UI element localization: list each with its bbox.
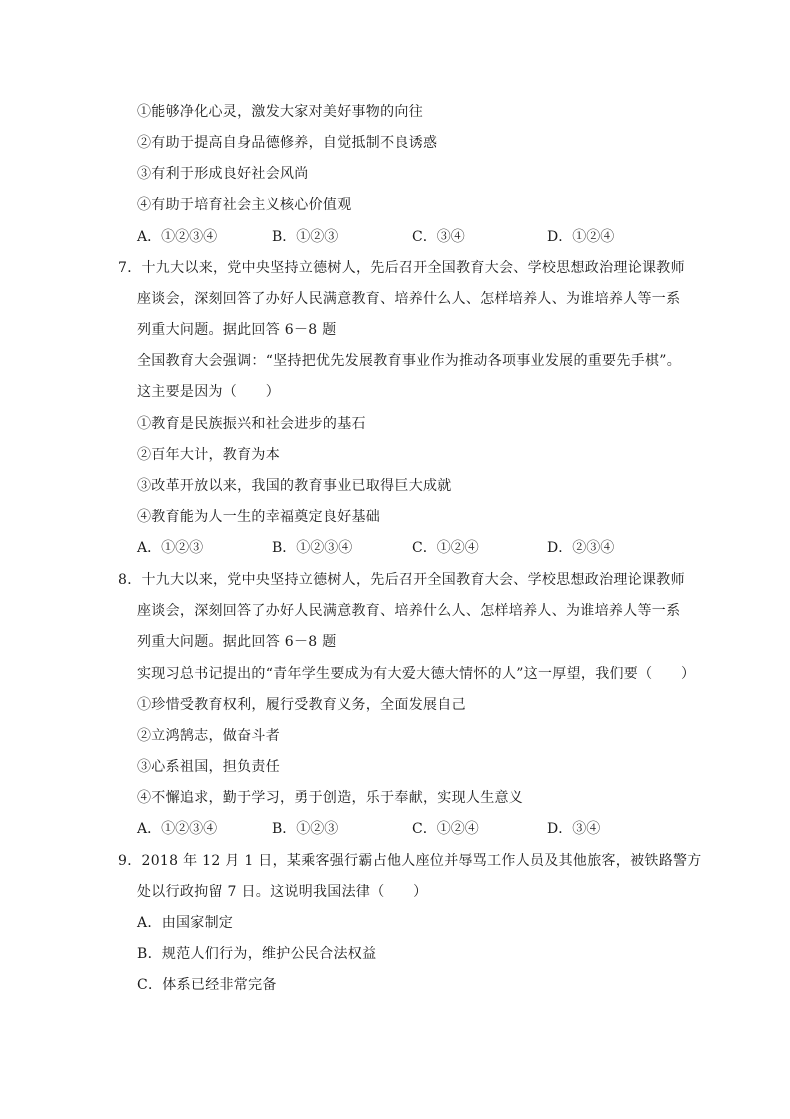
q6-item-2: ②有助于提高自身品德修养，自觉抵制不良诱惑 (137, 135, 438, 151)
q7-item-2: ②百年大计，教育为本 (137, 447, 280, 463)
q6-item-1: ①能够净化心灵，激发大家对美好事物的向往 (137, 104, 423, 120)
q8-stem-line-1: 8．十九大以来，党中央坚持立德树人，先后召开全国教育大会、学校思想政治理论课教师 (118, 572, 685, 588)
q6-item-4: ④有助于培育社会主义核心价值观 (137, 197, 352, 213)
q7-item-3: ③改革开放以来，我国的教育事业已取得巨大成就 (137, 478, 452, 494)
q8-option-a: A．①②③④ (137, 821, 218, 837)
q8-option-b: B．①②③ (272, 821, 339, 837)
q8-item-3: ③心系祖国，担负责任 (137, 759, 280, 775)
q8-item-2: ②立鸿鹄志，做奋斗者 (137, 728, 280, 744)
q8-stem-line-2: 座谈会，深刻回答了办好人民满意教育、培养什么人、怎样培养人、为谁培养人等一系 (137, 603, 681, 619)
q7-stem-line-3: 列重大问题。据此回答 6－8 题 (137, 322, 337, 338)
q7-item-1: ①教育是民族振兴和社会进步的基石 (137, 416, 366, 432)
q7-stem-line-2: 座谈会，深刻回答了办好人民满意教育、培养什么人、怎样培养人、为谁培养人等一系 (137, 291, 681, 307)
q6-option-b: B．①②③ (272, 229, 339, 245)
q7-stem-line-4: 全国教育大会强调：“坚持把优先发展教育事业作为推动各项事业发展的重要先手棋”。 (137, 353, 682, 369)
q7-options (137, 538, 697, 558)
q6-option-c: C．③④ (412, 229, 465, 245)
q7-item-4: ④教育能为人一生的幸福奠定良好基础 (137, 509, 381, 525)
q6-item-3: ③有利于形成良好社会风尚 (137, 166, 309, 182)
q8-option-d: D．③④ (547, 821, 601, 837)
q7-option-d: D．②③④ (547, 540, 615, 556)
q6-option-a: A．①②③④ (137, 229, 218, 245)
q7-option-c: C．①②④ (412, 540, 479, 556)
q7-stem-line-5: 这主要是因为（ ） (137, 384, 280, 400)
q9-option-b: B．规范人们行为，维护公民合法权益 (137, 946, 377, 962)
q6-option-d: D．①②④ (547, 229, 615, 245)
q8-options (137, 819, 697, 839)
q9-stem-line-2: 处以行政拘留 7 日。这说明我国法律（ ） (137, 884, 428, 900)
q6-options (137, 227, 697, 247)
q9-option-a: A．由国家制定 (137, 915, 234, 931)
q7-stem-line-1: 7．十九大以来，党中央坚持立德树人，先后召开全国教育大会、学校思想政治理论课教师 (118, 260, 685, 276)
q9-option-c: C．体系已经非常完备 (137, 977, 277, 993)
q9-stem-line-1: 9．2018 年 12 月 1 日，某乘客强行霸占他人座位并辱骂工作人员及其他旅客，被铁路警方 (118, 853, 702, 869)
q8-stem-line-4: 实现习总书记提出的“青年学生要成为有大爱大德大情怀的人”这一厚望，我们要（ ） (137, 666, 696, 682)
q8-option-c: C．①②④ (412, 821, 479, 837)
q8-stem-line-3: 列重大问题。据此回答 6－8 题 (137, 634, 337, 650)
q8-item-4: ④不懈追求，勤于学习，勇于创造，乐于奉献，实现人生意义 (137, 790, 524, 806)
q8-item-1: ①珍惜受教育权利，履行受教育义务，全面发展自己 (137, 697, 466, 713)
q7-option-a: A．①②③ (137, 540, 204, 556)
q7-option-b: B．①②③④ (272, 540, 353, 556)
